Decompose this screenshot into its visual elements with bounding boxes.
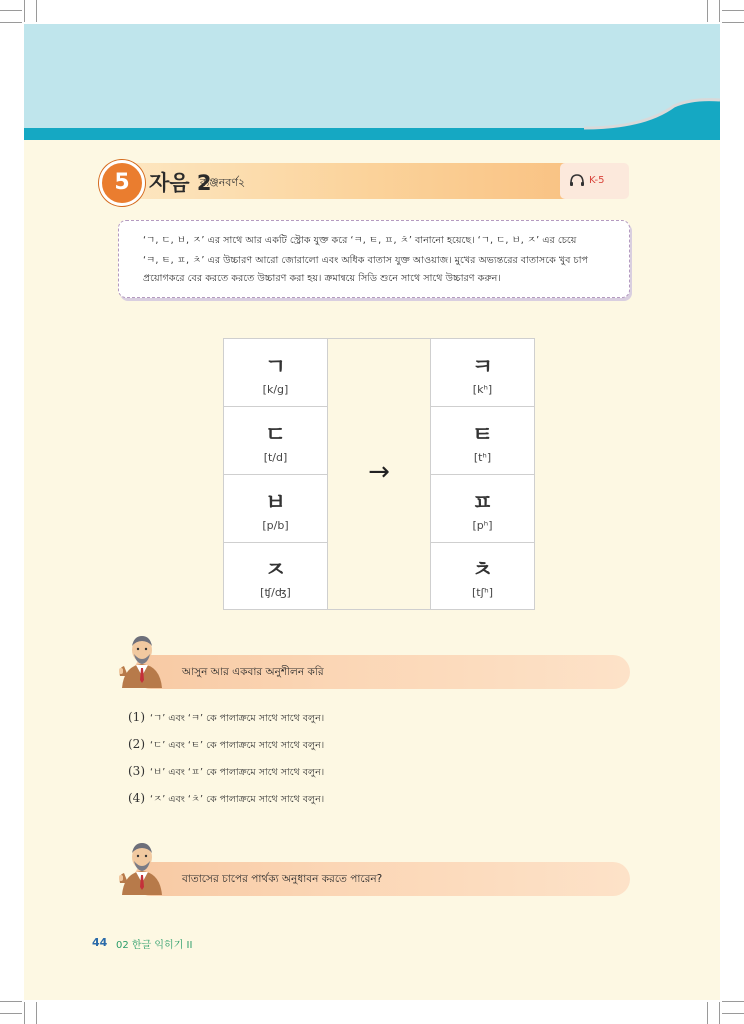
consonant-table	[223, 338, 535, 610]
teacher-illustration	[118, 632, 166, 690]
consonant-cell	[224, 339, 327, 407]
practice-heading-bubble	[134, 655, 630, 689]
consonant-letter: ㄱ	[264, 355, 287, 380]
crop-mark	[722, 1013, 744, 1014]
consonant-cell	[431, 542, 534, 609]
crop-mark	[24, 1002, 25, 1024]
intro-line: ‘ㅋ, ㅌ, ㅍ, ㅊ’ এর উচ্চারণ আরো জোরালো এবং অধিক বাতাস যুক্ত আওয়াজ। মুখের অভ্যন্তরের বাতাসকে খুব চাপ	[143, 255, 589, 266]
consonant-cell	[224, 542, 327, 609]
arrow-column	[328, 339, 431, 609]
practice-item	[128, 791, 324, 808]
header-wave	[24, 24, 720, 140]
crop-mark	[24, 0, 25, 22]
crop-mark	[722, 1001, 744, 1002]
crop-mark	[0, 10, 22, 11]
aspirated-consonant-column	[431, 339, 534, 609]
practice-item-text: ‘ㅂ’ এবং ‘ㅍ’ কে পালাক্রমে সাথে সাথে বলুন।	[150, 767, 325, 778]
consonant-cell	[431, 407, 534, 475]
crop-mark	[719, 0, 720, 22]
plain-consonant-column	[224, 339, 328, 609]
practice-heading: আসুন আর একবার অনুশীলন করি	[182, 666, 324, 678]
consonant-cell	[224, 407, 327, 475]
intro-line: প্রয়োগকরে বের করতে করতে উচ্চারণ করা হয়। ক্রমান্বয়ে সিডি শুনে সাথে সাথে উচ্চারণ করুন।	[143, 273, 501, 284]
consonant-cell	[431, 339, 534, 407]
practice-item	[128, 710, 324, 727]
practice-item	[128, 764, 324, 781]
consonant-letter: ㅌ	[471, 423, 494, 448]
crop-mark	[707, 1002, 708, 1024]
section-title: 자음 2	[149, 171, 212, 195]
chapter-title: 02 한글 익히기 II	[116, 940, 193, 951]
crop-mark	[36, 1002, 37, 1024]
consonant-romanization: [k/g]	[262, 383, 289, 396]
practice-item-number: (2)	[128, 737, 145, 751]
consonant-letter: ㅊ	[471, 558, 494, 583]
audio-track-code: K-5	[589, 175, 605, 186]
crop-mark	[0, 1013, 22, 1014]
practice-item	[128, 737, 324, 754]
consonant-romanization: [tʃʰ]	[471, 586, 494, 599]
practice-item-text: ‘ㄷ’ এবং ‘ㅌ’ কে পালাক্রমে সাথে সাথে বলুন।	[150, 740, 325, 751]
consonant-romanization: [t/d]	[263, 451, 288, 464]
headphones-icon	[569, 173, 585, 187]
crop-mark	[0, 1001, 22, 1002]
intro-line: ‘ㄱ, ㄷ, ㅂ, ㅈ’ এর সাথে আর একটি স্ট্রোক যুক্ত করে ‘ㅋ, ㅌ, ㅍ, ㅊ’ বানানো হয়েছে। ‘ㄱ, ㄷ, ㅂ, ㅈ’ এর চেয়ে	[143, 235, 577, 246]
page-number: 44	[92, 936, 108, 949]
crop-mark	[707, 0, 708, 22]
consonant-romanization: [ʧ/ʤ]	[260, 586, 291, 599]
crop-mark	[722, 10, 744, 11]
consonant-romanization: [pʰ]	[472, 519, 493, 532]
right-arrow-icon: →	[368, 457, 390, 487]
consonant-romanization: [kʰ]	[472, 383, 493, 396]
textbook-page	[24, 24, 720, 1000]
section-number-badge: 5	[99, 160, 145, 206]
crop-mark	[0, 22, 22, 23]
question-text: বাতাসের চাপের পার্থক্য অনুধাবন করতে পারেন?	[182, 873, 383, 885]
teacher-illustration	[118, 839, 166, 897]
audio-track-tag[interactable]	[560, 163, 629, 199]
consonant-cell	[224, 475, 327, 543]
consonant-cell	[431, 475, 534, 543]
crop-mark	[36, 0, 37, 22]
practice-item-text: ‘ㅈ’ এবং ‘ㅊ’ কে পালাক্রমে সাথে সাথে বলুন।	[150, 794, 325, 805]
practice-item-number: (4)	[128, 791, 145, 805]
consonant-romanization: [p/b]	[262, 519, 289, 532]
crop-mark	[719, 1002, 720, 1024]
consonant-letter: ㅋ	[471, 355, 494, 380]
question-bubble	[134, 862, 630, 896]
crop-mark	[722, 22, 744, 23]
consonant-letter: ㄷ	[264, 423, 287, 448]
consonant-romanization: [tʰ]	[473, 451, 492, 464]
consonant-letter: ㅍ	[471, 491, 494, 516]
practice-item-text: ‘ㄱ’ এবং ‘ㅋ’ কে পালাক্রমে সাথে সাথে বলুন।	[150, 713, 325, 724]
section-subtitle: ব্যঞ্জনবর্ণ২	[200, 176, 246, 189]
consonant-letter: ㅈ	[264, 558, 287, 583]
intro-note-box	[118, 220, 630, 298]
practice-item-number: (1)	[128, 710, 145, 724]
practice-item-number: (3)	[128, 764, 145, 778]
consonant-letter: ㅂ	[264, 491, 287, 516]
